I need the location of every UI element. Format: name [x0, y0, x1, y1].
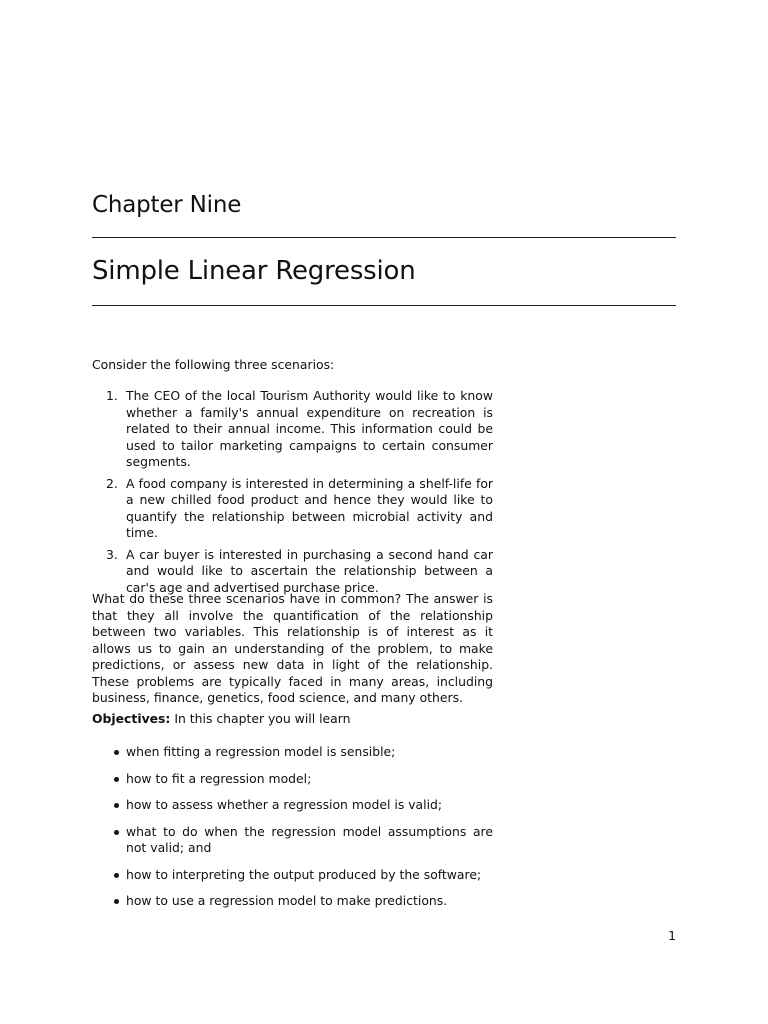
scenario-item: [92, 476, 493, 542]
objective-item: [92, 771, 493, 788]
bullet-icon: [114, 777, 119, 782]
page-number: 1: [668, 928, 676, 943]
scenario-number: 2.: [106, 475, 118, 491]
intro-paragraph: Consider the following three scenarios:: [92, 357, 335, 372]
scenario-item: [92, 388, 493, 471]
objectives-intro: [92, 711, 493, 728]
common-paragraph: What do these three scenarios have in common? The answer is that they all involve the quantification of the relationship between two variables. This relationship is of interest as it allows us to gain an understanding of the problem, to make predictions, or assess new data in light of the relationship. These problems are typically faced in many areas, including business, finance, genetics, food science, and many others.: [92, 591, 493, 705]
objective-text: when fitting a regression model is sensible;: [126, 744, 396, 759]
objective-item: [92, 744, 493, 761]
scenario-item: [92, 547, 493, 597]
scenario-text: The CEO of the local Tourism Authority would like to know whether a family's annual expenditure on recreation is related to their annual income. This information could be used to tailor marketing campaigns to certain consumer segments.: [126, 388, 493, 469]
scenario-number: 3.: [106, 546, 118, 562]
scenario-number: 1.: [106, 388, 118, 403]
objective-text: what to do when the regression model assumptions are not valid; and: [126, 823, 493, 855]
bullet-icon: [114, 803, 119, 808]
objective-text: how to use a regression model to make predictions.: [126, 893, 448, 908]
chapter-title: Simple Linear Regression: [92, 256, 416, 286]
objective-text: how to interpreting the output produced by the software;: [126, 866, 482, 882]
objective-text: how to assess whether a regression model is valid;: [126, 797, 443, 812]
scenario-text: A car buyer is interested in purchasing a second hand car and would like to ascertain the relationship between a car's age and advertised purchase price.: [126, 546, 493, 595]
objective-text: how to fit a regression model;: [126, 770, 312, 786]
objectives-list: [92, 744, 493, 920]
objective-item: [92, 893, 493, 910]
bullet-icon: [114, 873, 119, 878]
bullet-icon: [114, 899, 119, 904]
bottom-rule: [92, 305, 676, 306]
objective-item: [92, 824, 493, 857]
objective-item: [92, 797, 493, 814]
objectives-text: In this chapter you will learn: [174, 711, 351, 726]
scenario-list: [92, 388, 493, 601]
scenario-text: A food company is interested in determining a shelf-life for a new chilled food product and hence they would like to quantify the relationship between microbial activity and time.: [126, 475, 493, 540]
bullet-icon: [114, 830, 119, 835]
objectives-label: Objectives:: [92, 711, 171, 726]
top-rule: [92, 237, 676, 238]
bullet-icon: [114, 750, 119, 755]
chapter-label: Chapter Nine: [92, 192, 242, 218]
objective-item: [92, 867, 493, 884]
